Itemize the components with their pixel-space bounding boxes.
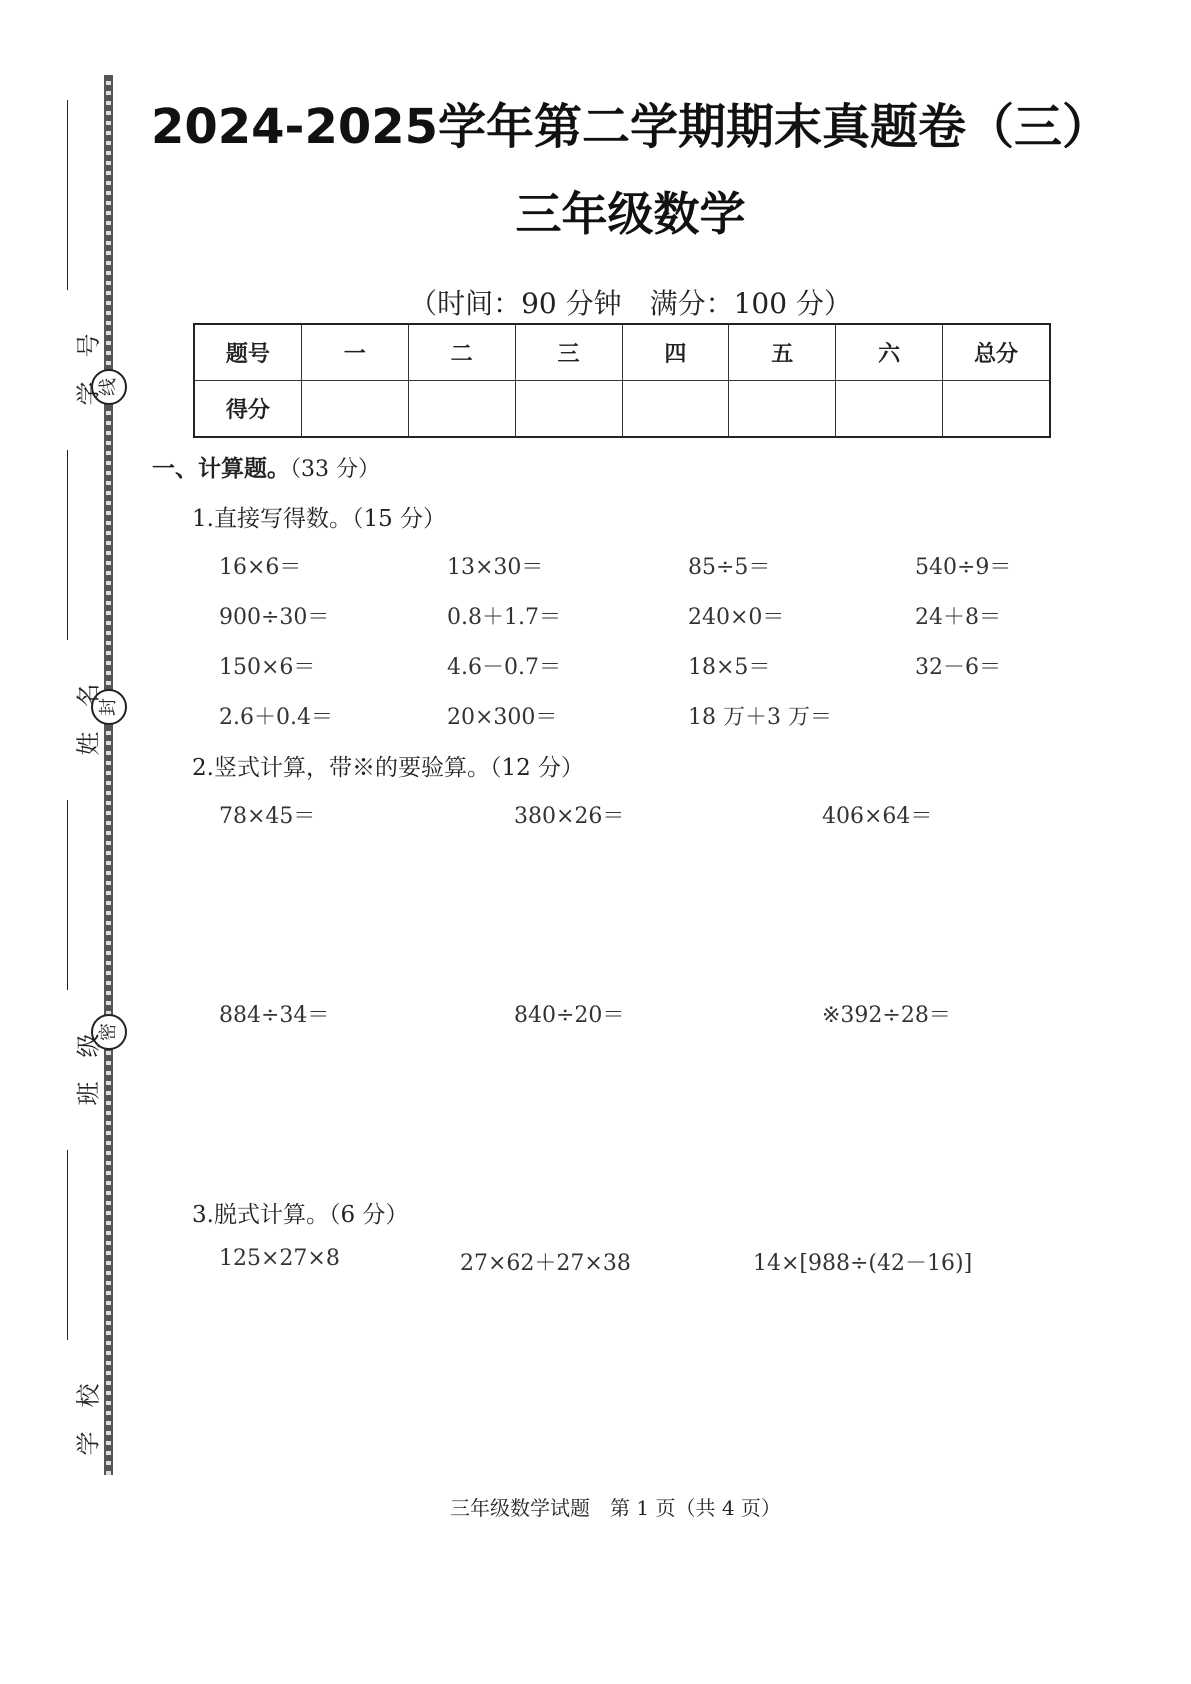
header-cell: 六 [836,324,943,381]
section1-heading [152,450,380,483]
score-cell[interactable] [729,381,836,438]
section1-points: （33 分） [290,457,380,482]
score-cell[interactable] [622,381,729,438]
q2-problem: 840÷20＝ [514,1003,625,1028]
q2-problem: 884÷34＝ [219,1003,330,1028]
header-cell: 总分 [943,324,1050,381]
score-table-header-row [194,324,1050,381]
class-label: 班级 [74,1009,103,1106]
school-line[interactable] [67,1150,68,1340]
q1-problem: 18 万＋3 万＝ [688,705,832,730]
q3-problem: 125×27×8 [219,1246,340,1271]
q2-title: 2.竖式计算，带※的要验算。（12 分） [192,755,585,781]
q1-problem: 0.8＋1.7＝ [447,605,561,630]
q1-problem: 150×6＝ [219,655,316,680]
header-cell: 三 [515,324,622,381]
score-cell[interactable] [515,381,622,438]
header-cell: 题号 [194,324,301,381]
seal-feng: 封 [91,689,127,725]
score-table-score-row [194,381,1050,438]
score-label: 得分 [194,381,301,438]
q1-problem: 16×6＝ [219,555,302,580]
q1-problem: 32－6＝ [915,655,1001,680]
q1-problem: 540÷9＝ [915,555,1012,580]
q2-problem: ※392÷28＝ [822,1003,951,1028]
q1-title: 1.直接写得数。（15 分） [192,506,447,532]
score-cell[interactable] [301,381,408,438]
class-line[interactable] [67,800,68,990]
score-cell[interactable] [943,381,1050,438]
header-cell: 二 [408,324,515,381]
time-info: （时间：90 分钟 满分：100 分） [409,287,852,320]
q2-problem: 380×26＝ [514,804,625,829]
q3-title: 3.脱式计算。（6 分） [192,1202,409,1228]
q1-problem: 85÷5＝ [688,555,771,580]
q1-problem: 4.6－0.7＝ [447,655,561,680]
score-table [193,323,1051,438]
q1-problem: 13×30＝ [447,555,544,580]
q1-problem: 18×5＝ [688,655,771,680]
exam-title: 2024-2025学年第二学期期末真题卷（三） [150,99,1111,155]
header-cell: 四 [622,324,729,381]
seal-xian: 线 [91,369,127,405]
q3-problem: 27×62＋27×38 [460,1251,631,1276]
student-id-label: 学号 [74,309,103,406]
name-label: 姓名 [74,659,103,756]
school-label: 学校 [74,1359,103,1456]
q1-problem: 20×300＝ [447,705,558,730]
score-cell[interactable] [408,381,515,438]
score-cell[interactable] [836,381,943,438]
section1-title: 一、计算题。 [152,456,290,482]
page-footer: 三年级数学试题 第 1 页（共 4 页） [450,1496,781,1520]
q1-problem: 2.6＋0.4＝ [219,705,333,730]
exam-subject: 三年级数学 [515,187,746,241]
q2-problem: 78×45＝ [219,804,316,829]
q1-problem: 900÷30＝ [219,605,330,630]
q3-problem: 14×[988÷(42－16)] [753,1251,973,1276]
q1-problem: 240×0＝ [688,605,785,630]
header-cell: 五 [729,324,836,381]
q1-problem: 24＋8＝ [915,605,1001,630]
header-cell: 一 [301,324,408,381]
seal-mi: 密 [91,1014,127,1050]
q2-problem: 406×64＝ [822,804,933,829]
name-line[interactable] [67,450,68,640]
